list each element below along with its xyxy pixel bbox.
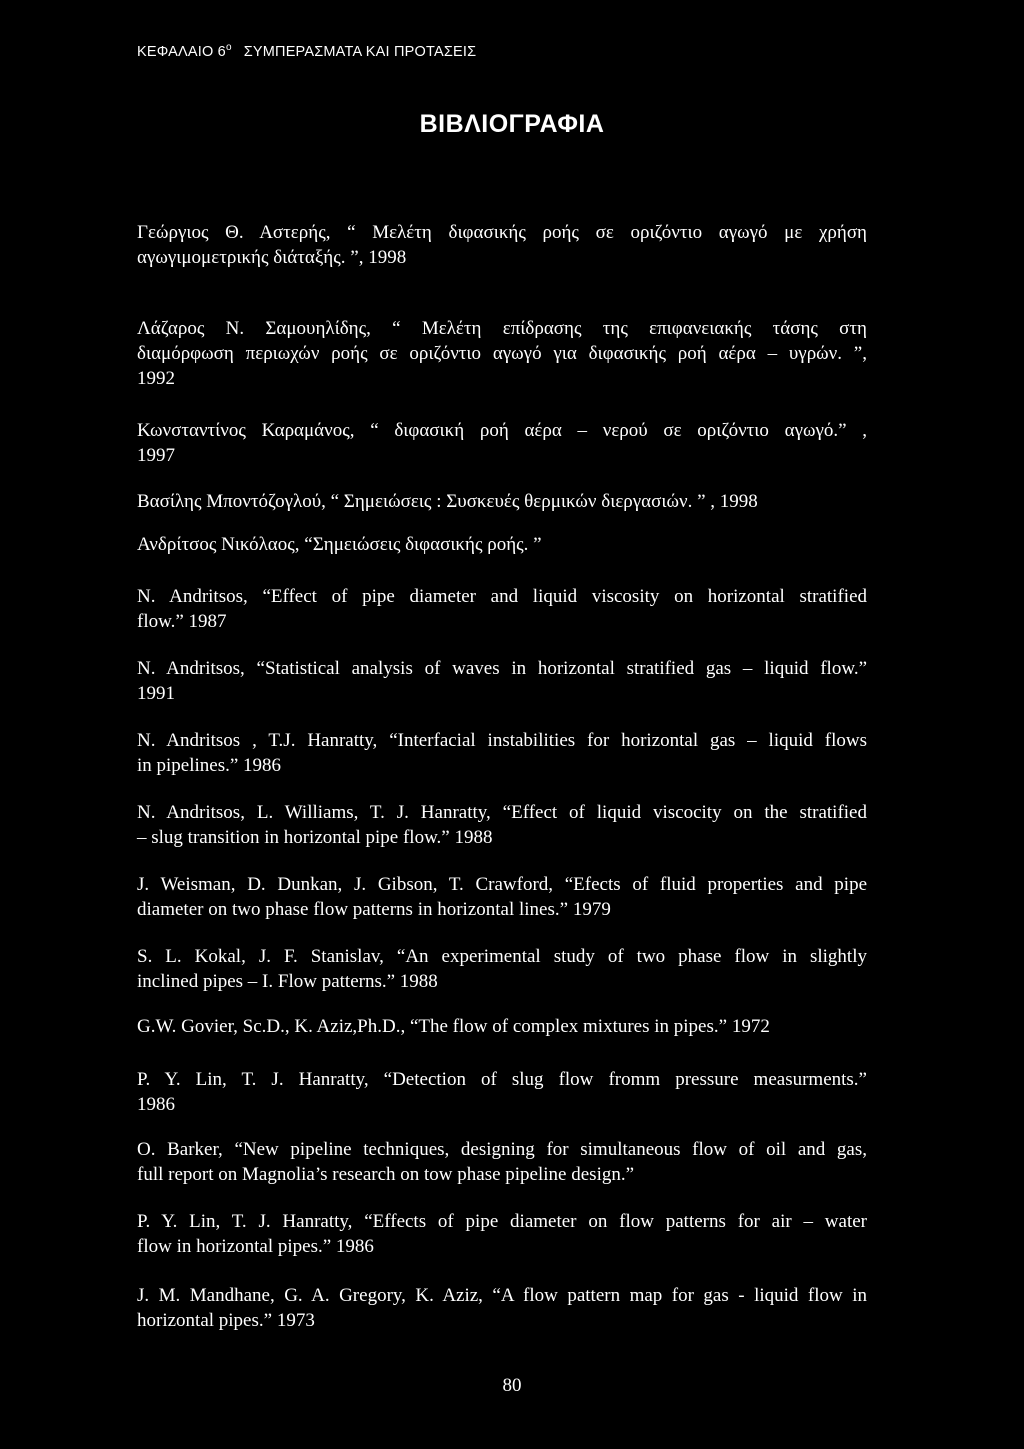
reference-entry (137, 316, 867, 391)
page-number: 80 (502, 1375, 522, 1396)
reference-line: Κωνσταντίνος Καραμάνος, “ διφασική ροή αέρα – νερού σε οριζόντιο αγωγό.” , (137, 420, 867, 441)
reference-line: N. Andritsos, L. Williams, T. J. Hanratty, “Effect of liquid viscocity on the stratified (137, 802, 867, 823)
reference-entry (137, 1137, 867, 1187)
reference-line: P. Y. Lin, T. J. Hanratty, “Detection of slug flow fromm pressure measurments.” (137, 1069, 867, 1090)
reference-line: 1991 (137, 683, 175, 704)
reference-line: G.W. Govier, Sc.D., K. Aziz,Ph.D., “The flow of complex mixtures in pipes.” 1972 (137, 1016, 770, 1037)
reference-line: Λάζαρος Ν. Σαμουηλίδης, “ Μελέτη επίδρασης της επιφανειακής τάσης στη (137, 318, 867, 339)
reference-line: 1992 (137, 368, 175, 389)
reference-entry (137, 800, 867, 850)
reference-line: inclined pipes – I. Flow patterns.” 1988 (137, 971, 438, 992)
reference-line: Γεώργιος Θ. Αστερής, “ Μελέτη διφασικής ροής σε οριζόντιο αγωγό με χρήση (137, 222, 867, 243)
reference-line: horizontal pipes.” 1973 (137, 1310, 315, 1331)
reference-entry (137, 728, 867, 778)
reference-line: N. Andritsos, “Statistical analysis of waves in horizontal stratified gas – liquid flow.” (137, 658, 867, 679)
reference-entry (137, 1209, 867, 1259)
reference-line: in pipelines.” 1986 (137, 755, 282, 776)
reference-entry (137, 656, 867, 706)
reference-entry (137, 584, 867, 634)
reference-line: N. Andritsos , T.J. Hanratty, “Interfacial instabilities for horizontal gas – liquid flows (137, 730, 867, 751)
reference-entry (137, 1067, 867, 1117)
reference-line: full report on Magnolia’s research on tow phase pipeline design.” (137, 1164, 635, 1185)
reference-entry (137, 418, 867, 468)
reference-line: diameter on two phase flow patterns in horizontal lines.” 1979 (137, 899, 611, 920)
reference-line: O. Barker, “New pipeline techniques, designing for simultaneous flow of oil and gas, (137, 1139, 867, 1160)
reference-entry (137, 872, 867, 922)
reference-line: N. Andritsos, “Effect of pipe diameter and liquid viscosity on horizontal stratified (137, 586, 867, 607)
reference-line: διαμόρφωση περιωχών ροής σε οριζόντιο αγωγό για διφασικής ροή αέρα – υγρών. ”, (137, 343, 867, 364)
reference-entry (137, 944, 867, 994)
reference-entry (137, 532, 867, 557)
reference-entry (137, 220, 867, 270)
reference-line: flow.” 1987 (137, 611, 227, 632)
reference-line: αγωγιμομετρικής διάταξής. ”, 1998 (137, 247, 407, 268)
reference-entry (137, 1283, 867, 1333)
reference-line: J. M. Mandhane, G. A. Gregory, K. Aziz, “A flow pattern map for gas - liquid flow in (137, 1285, 867, 1306)
reference-entry (137, 489, 867, 514)
section-label: ΣΥΜΠΕΡΑΣΜΑΤΑ ΚΑΙ ΠΡΟΤΑΣΕΙΣ (243, 44, 477, 60)
chapter-label: ΚΕΦΑΛΑΙΟ 6 (137, 44, 226, 60)
reference-line: S. L. Kokal, J. F. Stanislav, “An experimental study of two phase flow in slightly (137, 946, 867, 967)
reference-line: 1986 (137, 1094, 175, 1115)
reference-line: J. Weisman, D. Dunkan, J. Gibson, T. Crawford, “Efects of fluid properties and pipe (137, 874, 867, 895)
running-header (137, 44, 476, 60)
reference-line: – slug transition in horizontal pipe flow.” 1988 (137, 827, 493, 848)
reference-line: Βασίλης Μποντόζογλού, “ Σημειώσεις : Συσκευές θερμικών διεργασιών. ” , 1998 (137, 491, 758, 512)
reference-entry (137, 1014, 867, 1039)
reference-line: flow in horizontal pipes.” 1986 (137, 1236, 374, 1257)
reference-line: 1997 (137, 445, 175, 466)
reference-line: P. Y. Lin, T. J. Hanratty, “Effects of pipe diameter on flow patterns for air – water (137, 1211, 867, 1232)
chapter-superscript: ο (225, 42, 232, 54)
page-title: ΒΙΒΛΙΟΓΡΑΦΙΑ (419, 110, 605, 138)
reference-line: Ανδρίτσος Νικόλαος, “Σημειώσεις διφασικής ροής. ” (137, 534, 542, 555)
